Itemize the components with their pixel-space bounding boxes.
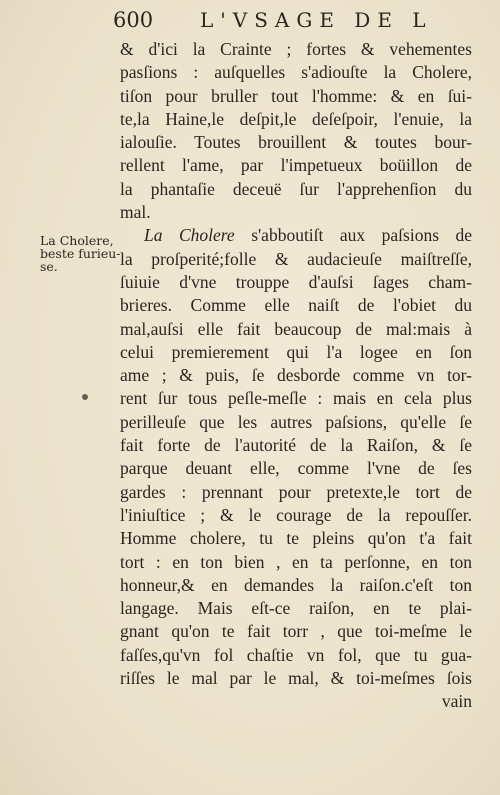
text-line: perilleuſe que les autres paſsions, qu'elle ſe [120, 411, 472, 432]
running-title: L'VSAGE DE L [200, 8, 433, 32]
text-line: gnant qu'on te fait torr , que toi-meſme le [120, 621, 472, 642]
text-line: ame ; & puis, ſe desborde comme vn tor- [120, 365, 472, 386]
text-line: celui premierement qui l'a logee en ſon [120, 341, 472, 362]
text-line: brieres. Comme elle naiſt de l'obiet du [120, 295, 472, 316]
margin-note-line: La Cholere, [40, 233, 114, 248]
text-line: la phantaſie deceuë ſur l'apprehenſion du [120, 178, 472, 199]
text-line: gardes : prennant pour pretexte,le tort de [120, 481, 472, 502]
text-line: mal,auſsi elle fait beaucoup de mal:mais à [120, 318, 472, 339]
text-line: la proſperité;folle & audacieuſe maiſtreſſe, [120, 248, 472, 269]
margin-note-line: beste furieu- [40, 246, 121, 261]
text-line: tort : en ton bien , en ta perſonne, en ton [120, 551, 472, 572]
text-line-lead [120, 224, 472, 247]
text-line: ialouſie. Toutes brouillent & toutes bour- [120, 132, 472, 153]
text-line: & d'ici la Crainte ; fortes & vehementes [120, 39, 472, 59]
margin-note [40, 234, 120, 273]
text-line: ſuiuie d'vne trouppe d'auſsi ſages cham- [120, 271, 472, 292]
text-line: te,la Haine,le deſpit,le deſeſpoir, l'enuie, la [120, 108, 472, 129]
catchword: vain [441, 691, 472, 712]
text-line: mal. [120, 202, 151, 223]
text-line: rent ſur tous peſle-meſle : mais en cela plus [120, 388, 472, 409]
text-line: riſſes le mal par le mal, & toi-meſmes ſois [120, 668, 472, 689]
page-number: 600 [113, 8, 154, 32]
text-line: Homme cholere, tu te pleins qu'on t'a fait [120, 528, 472, 549]
page-header [0, 8, 500, 38]
text-line: pasſions : auſquelles s'adiouſte la Cholere, [120, 62, 472, 83]
text-line: tiſon pour bruller tout l'homme: & en ſui- [120, 85, 472, 106]
text-line: fait forte de l'autorité de la Raiſon, & ſe [120, 435, 472, 456]
lead-word: La Cholere [144, 225, 235, 246]
text-line: honneur,& en demandes la raiſon.c'eſt ton [120, 574, 472, 595]
text-line: l'iniuſtice ; & le courage de la repouſſer. [120, 504, 472, 525]
paragraph-1 [120, 38, 472, 224]
text-line: faſſes,qu'vn fol chaſtie vn fol, que tu gua- [120, 644, 472, 665]
ink-blot [82, 394, 88, 400]
margin-note-line: se. [40, 259, 58, 274]
text-line: langage. Mais eſt-ce raiſon, en te plai- [120, 598, 472, 619]
lead-rest: s'abboutiſt aux paſsions de [251, 225, 473, 246]
body-text [120, 38, 472, 714]
paragraph-2 [120, 224, 472, 690]
text-line: rellent l'ame, par l'impetueux boüillon de [120, 155, 472, 176]
text-line: parque deuant elle, comme l'vne de ſes [120, 458, 472, 479]
